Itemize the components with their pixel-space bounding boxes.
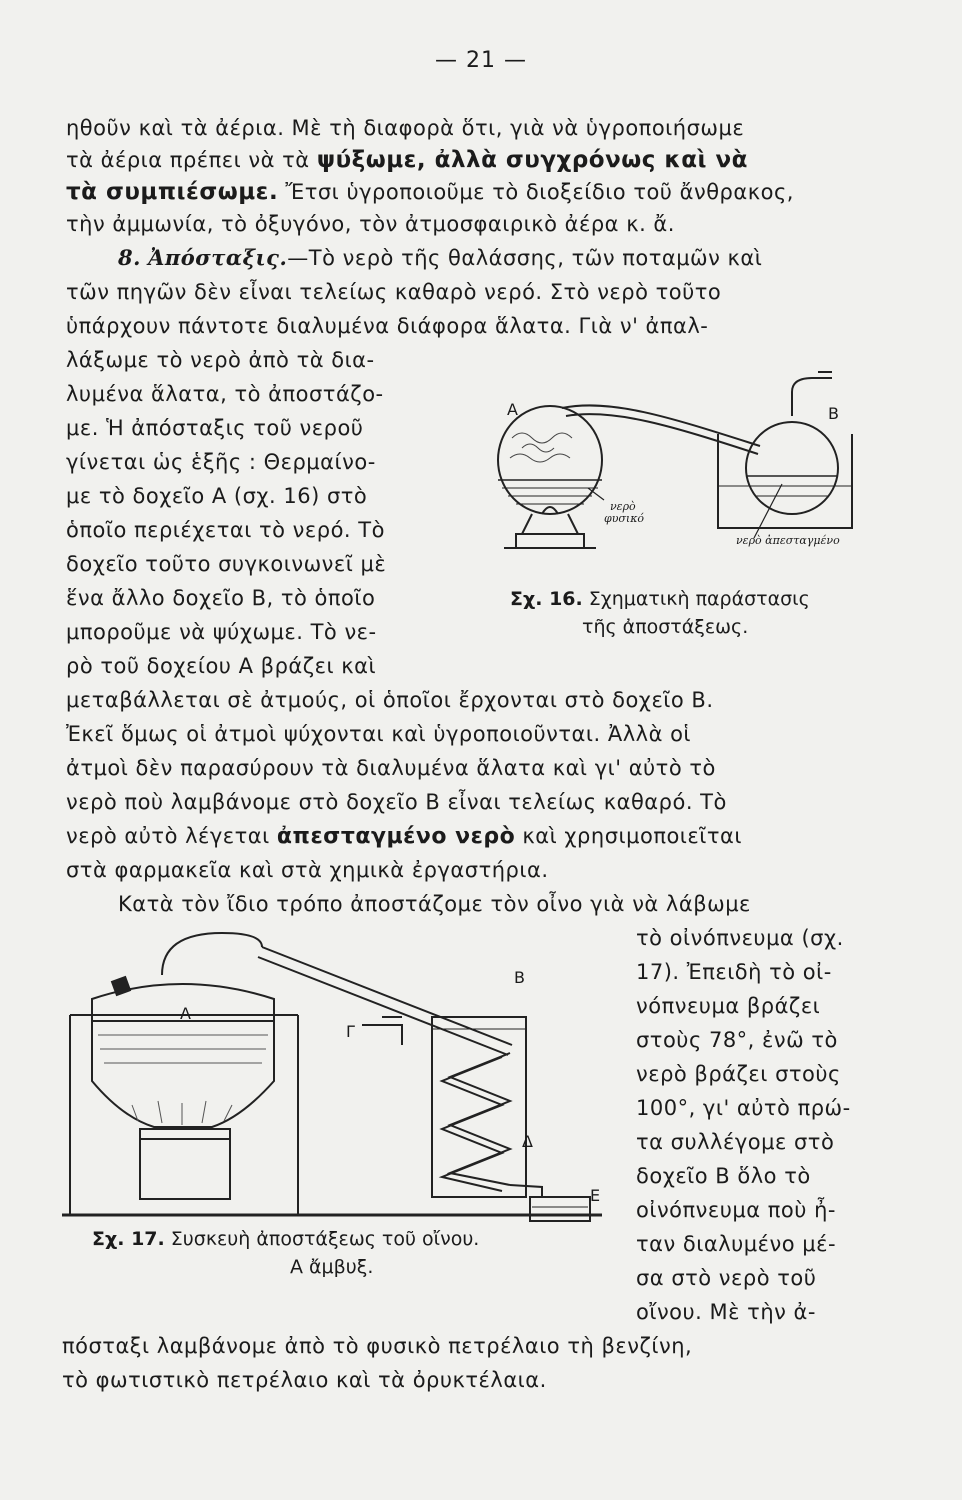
fig17-label-g: Γ [346, 1022, 355, 1041]
section8-title: Ἀπόσταξις. [148, 245, 288, 270]
section8-line13: ρὸ τοῦ δοχείου Α βράζει καὶ [66, 654, 377, 678]
section8-line18-start: νερὸ αὐτὸ λέγεται [66, 824, 277, 848]
para3-line12: σα στὸ νερὸ τοῦ [636, 1266, 817, 1290]
para3-line9: δοχεῖο Β ὅλο τὸ [636, 1164, 811, 1188]
para1-line3-text: Ἔτσι ὑγροποιοῦμε τὸ διοξείδιο τοῦ ἄνθρακος, [278, 180, 794, 204]
section8-line15: Ἐκεῖ ὅμως οἱ ἀτμοὶ ψύχονται καὶ ὑγροποιοῦνται. Ἀλλὰ οἱ [66, 722, 692, 746]
para3-line5: στοὺς 78°, ἐνῶ τὸ [636, 1028, 838, 1052]
section8-line16: ἀτμοὶ δὲν παρασύρουν τὰ διαλυμένα ἅλατα καὶ γι' αὐτὸ τὸ [66, 756, 716, 780]
fig16-note-natural-1: νερὸ [610, 500, 636, 513]
fig16-caption-text: Σχηματικὴ παράστασις [588, 588, 810, 610]
para1-line4: τὴν ἀμμωνία, τὸ ὀξυγόνο, τὸν ἀτμοσφαιρικὸ ἀέρα κ. ἄ. [66, 212, 675, 236]
para3-line8: τα συλλέγομε στὸ [636, 1130, 835, 1154]
section8-line3: ὑπάρχουν πάντοτε διαλυμένα διάφορα ἅλατα. Γιὰ ν' ἀπαλ- [66, 314, 709, 338]
fig16-note-natural-2: φυσικό [604, 512, 645, 525]
fig16-note-distilled: νερὸ ἀπεσταγμένο [736, 534, 840, 547]
fig16-label-b: Β [828, 404, 839, 423]
fig16-label-a: Α [507, 400, 518, 419]
section8-line18-end: καὶ χρησιμοποιεῖται [515, 824, 742, 848]
section8-line1: —Τὸ νερὸ τῆς θαλάσσης, τῶν ποταμῶν καὶ [287, 246, 763, 270]
fig16-caption-number: Σχ. 16. [510, 588, 583, 610]
para3-line1: Κατὰ τὸν ἴδιο τρόπο ἀποστάζομε τὸν οἶνο γιὰ νὰ λάβωμε [118, 892, 751, 916]
para1-bold-cooling: ψύξωμε, ἀλλὰ συγχρόνως καὶ νὰ [316, 147, 748, 173]
fig17-label-d: Δ [522, 1132, 533, 1151]
para3-line3: 17). Ἐπειδὴ τὸ οἰ- [636, 960, 832, 984]
section8-line17: νερὸ ποὺ λαμβάνομε στὸ δοχεῖο Β εἶναι τελείως καθαρό. Τὸ [66, 790, 727, 814]
section8-line11: ἕνα ἄλλο δοχεῖο Β, τὸ ὁποῖο [66, 586, 376, 610]
section8-line5: λυμένα ἅλατα, τὸ ἀποστάζο- [66, 382, 384, 406]
para3-line4: νόπνευμα βράζει [636, 994, 821, 1018]
fig17-caption-number: Σχ. 17. [92, 1228, 165, 1250]
section8-line4: λάξωμε τὸ νερὸ ἀπὸ τὰ δια- [66, 348, 375, 372]
fig17-caption-line2: Α ἄμβυξ. [290, 1256, 374, 1278]
para3-line2: τὸ οἰνόπνευμα (σχ. [636, 926, 844, 950]
page-number: — 21 — [435, 48, 527, 73]
para3-line10: οἰνόπνευμα ποὺ ἦ- [636, 1198, 836, 1222]
para3-line7: 100°, γι' αὐτὸ πρώ- [636, 1096, 851, 1120]
fig17-label-b: Β [514, 968, 525, 987]
fig17-label-e: Ε [590, 1186, 601, 1205]
section8-number: 8. [118, 245, 141, 270]
para1-line1: ηθοῦν καὶ τὰ ἀέρια. Μὲ τὴ διαφορὰ ὅτι, γιὰ νὰ ὑγροποιήσωμε [66, 116, 745, 140]
section8-line12: μποροῦμε νὰ ψύχωμε. Τὸ νε- [66, 620, 377, 644]
fig17-caption-line1 [92, 1226, 479, 1252]
section8-line18 [66, 821, 742, 852]
fig16-caption-line2: τῆς ἀποστάξεως. [582, 616, 749, 638]
section8-line14: μεταβάλλεται σὲ ἀτμούς, οἱ ὁποῖοι ἔρχονται στὸ δοχεῖο Β. [66, 688, 714, 712]
section8-line9: ὁποῖο περιέχεται τὸ νερό. Τὸ [66, 518, 385, 542]
fig16-caption-line1 [510, 586, 810, 612]
fig17-label-a: Α [180, 1004, 191, 1023]
para3-line14: πόσταξι λαμβάνομε ἀπὸ τὸ φυσικὸ πετρέλαιο τὴ βενζίνη, [62, 1334, 693, 1358]
para1-line2-text: τὰ ἀέρια πρέπει νὰ τὰ [66, 148, 317, 172]
para1-line3 [66, 177, 794, 207]
distilled-water-term: ἀπεσταγμένο νερὸ [276, 824, 516, 849]
section8-line10: δοχεῖο τοῦτο συγκοινωνεῖ μὲ [66, 552, 387, 576]
section8-heading-line [118, 243, 762, 273]
section8-line8: με τὸ δοχεῖο Α (σχ. 16) στὸ [66, 484, 368, 508]
para3-line13: οἴνου. Μὲ τὴν ἀ- [636, 1300, 816, 1324]
para3-line6: νερὸ βράζει στοὺς [636, 1062, 841, 1086]
fig17-caption-text: Συσκευὴ ἀποστάξεως τοῦ οἴνου. [170, 1228, 480, 1250]
section8-line19: στὰ φαρμακεῖα καὶ στὰ χημικὰ ἐργαστήρια. [66, 858, 549, 882]
section8-line6: με. Ἡ ἀπόσταξις τοῦ νεροῦ [66, 416, 364, 440]
section8-line2: τῶν πηγῶν δὲν εἶναι τελείως καθαρὸ νερό. Στὸ νερὸ τοῦτο [66, 280, 722, 304]
para1-bold-compress: τὰ συμπιέσωμε. [66, 179, 279, 205]
para3-line15: τὸ φωτιστικὸ πετρέλαιο καὶ τὰ ὀρυκτέλαια. [62, 1368, 547, 1392]
para1-line2 [66, 145, 748, 175]
para3-line11: ταν διαλυμένο μέ- [636, 1232, 837, 1256]
section8-line7: γίνεται ὡς ἑξῆς : Θερμαίνο- [66, 450, 376, 474]
